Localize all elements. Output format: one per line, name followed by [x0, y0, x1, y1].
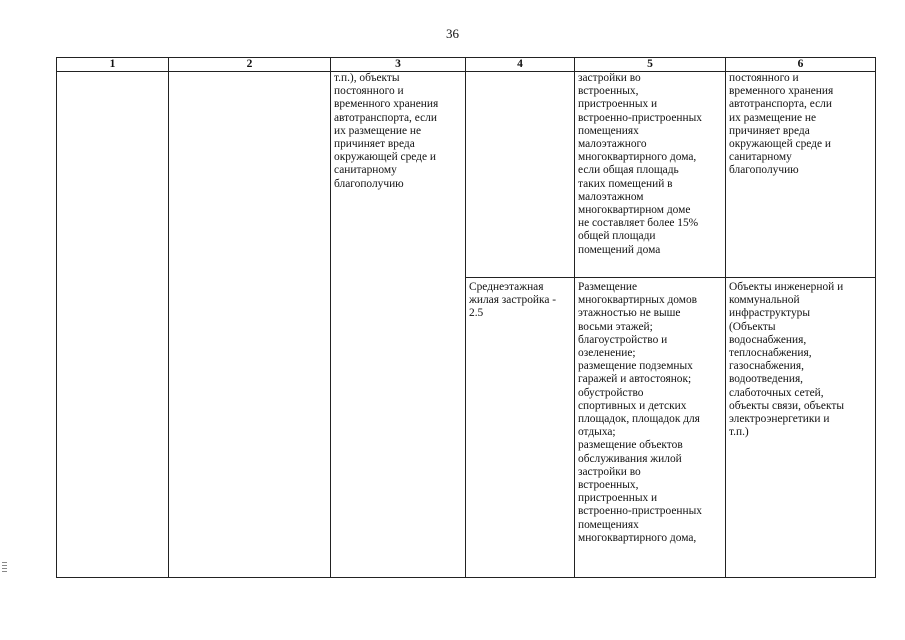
cell-use-type: Среднеэтажная жилая застройка - 2.5	[466, 278, 575, 578]
header-col-4: 4	[466, 58, 575, 72]
cell-col-4	[466, 72, 575, 278]
header-col-3: 3	[331, 58, 466, 72]
header-row	[57, 58, 876, 72]
header-col-1: 1	[57, 58, 169, 72]
page-number: 36	[446, 26, 459, 41]
header-col-2: 2	[169, 58, 331, 72]
header-col-6: 6	[726, 58, 876, 72]
cell-col-3: т.п.), объекты постоянного и временного хранения автотранспорта, если их размещение не причиняет вреда окружающей среде и санитарному благополучию	[331, 72, 466, 578]
table-row	[57, 72, 876, 278]
cell-use-description: Размещение многоквартирных домов этажностью не выше восьми этажей; благоустройство и озеленение; размещение подземных гаражей и автостоянок; обустройство спортивных и детских площадок, площадок для отдыха; размещение объектов обслуживания жилой застройки во встроенных, пристроенных и встроенно-пристроенных помещениях многоквартирного дома,	[575, 278, 726, 578]
cell-auxiliary-use: Объекты инженерной и коммунальной инфраструктуры (Объекты водоснабжения, теплоснабжения, газоснабжения, водоотведения, слаботочных сетей, объекты связи, объекты электроэнергетики и т.п.)	[726, 278, 876, 578]
cell-col-1	[57, 72, 169, 578]
cell-col-6: постоянного и временного хранения автотранспорта, если их размещение не причиняет вреда окружающей среде и санитарному благополучию	[726, 72, 876, 278]
scan-margin-mark	[2, 562, 7, 576]
cell-col-2	[169, 72, 331, 578]
cell-col-5: застройки во встроенных, пристроенных и встроенно-пристроенных помещениях малоэтажного многоквартирного дома, если общая площадь таких помещений в малоэтажном многоквартирном доме не составляет более 15% общей площади помещений дома	[575, 72, 726, 278]
zoning-table	[56, 57, 876, 578]
header-col-5: 5	[575, 58, 726, 72]
